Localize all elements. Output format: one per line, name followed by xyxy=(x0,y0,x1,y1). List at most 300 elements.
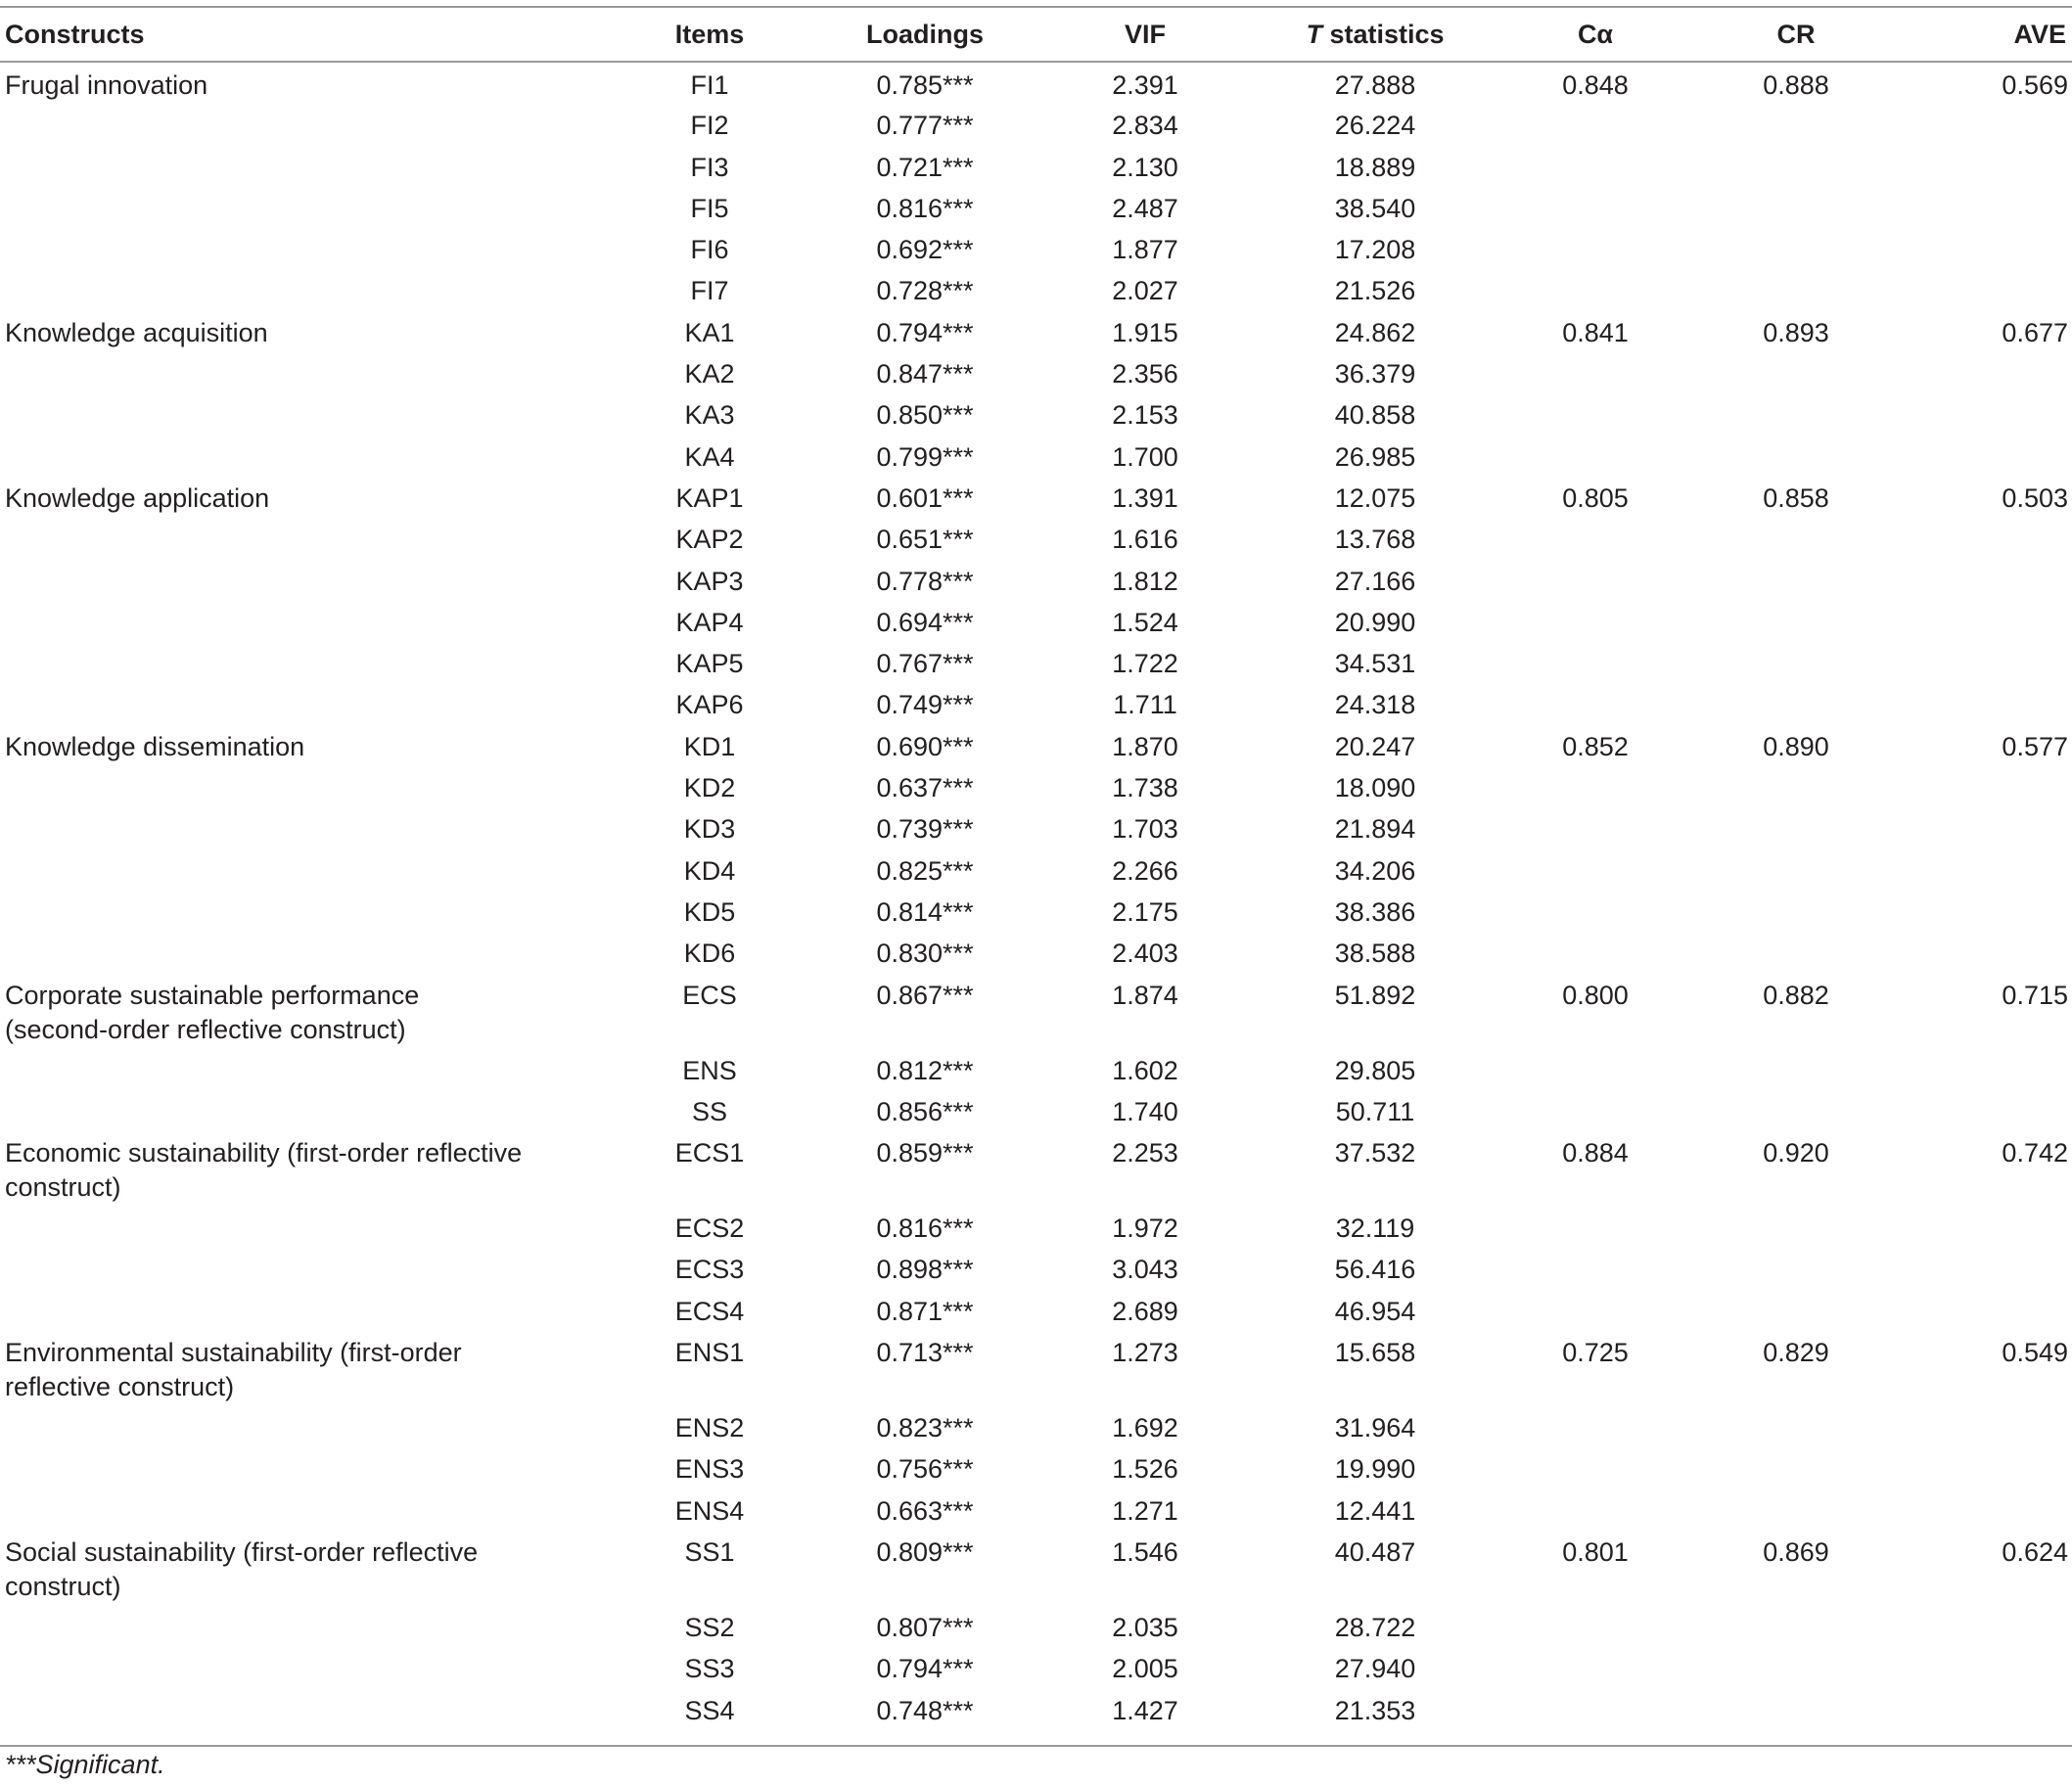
ave-cell xyxy=(1899,1289,2072,1330)
cronbach-alpha-cell xyxy=(1497,1446,1693,1488)
ave-cell xyxy=(1899,806,2072,847)
table-row xyxy=(0,392,2072,434)
construct-cell xyxy=(0,600,607,641)
vif-cell: 1.870 xyxy=(1112,731,1178,761)
t-statistic-cell: 26.224 xyxy=(1334,111,1416,141)
cr-cell: 0.858 xyxy=(1763,482,1829,513)
loading-cell: 0.871*** xyxy=(876,1296,974,1326)
vif-cell: 2.130 xyxy=(1112,152,1178,182)
t-statistic-cell: 15.658 xyxy=(1334,1338,1416,1368)
item-cell: FI6 xyxy=(690,235,729,265)
construct-cell xyxy=(0,268,607,309)
loading-cell: 0.778*** xyxy=(876,566,974,596)
vif-cell: 1.812 xyxy=(1112,566,1178,596)
construct-cell xyxy=(0,682,607,723)
construct-cell xyxy=(0,806,607,847)
ave-cell xyxy=(1899,351,2072,392)
header-constructs: Constructs xyxy=(5,19,145,49)
ave-cell xyxy=(1899,1089,2072,1130)
item-cell: ECS xyxy=(682,980,737,1010)
item-cell: KAP5 xyxy=(675,649,744,679)
item-cell: KD5 xyxy=(683,896,736,927)
cr-cell xyxy=(1693,1405,1899,1446)
table-row xyxy=(0,268,2072,309)
table-row xyxy=(0,1048,2072,1089)
table-row xyxy=(0,848,2072,890)
item-cell: FI2 xyxy=(690,111,729,141)
t-statistic-cell: 26.985 xyxy=(1334,441,1416,472)
vif-cell: 1.740 xyxy=(1112,1096,1178,1126)
table-row xyxy=(0,476,2072,517)
table-row xyxy=(0,641,2072,682)
item-cell: KD6 xyxy=(683,939,736,969)
loading-cell: 0.850*** xyxy=(876,400,974,431)
item-cell: ENS4 xyxy=(674,1495,745,1526)
t-statistic-cell: 31.964 xyxy=(1334,1413,1416,1443)
item-cell: KAP1 xyxy=(675,482,744,513)
cr-cell xyxy=(1693,559,1899,600)
item-cell: KD2 xyxy=(683,773,736,803)
item-cell: KD3 xyxy=(683,814,736,845)
item-cell: ENS3 xyxy=(674,1454,745,1485)
header-cr: CR xyxy=(1776,19,1816,49)
cr-cell xyxy=(1693,1446,1899,1488)
ave-cell xyxy=(1899,1488,2072,1530)
vif-cell: 2.253 xyxy=(1112,1138,1178,1168)
cr-cell xyxy=(1693,600,1899,641)
construct-cell xyxy=(0,848,607,890)
cronbach-alpha-cell xyxy=(1497,145,1693,186)
ave-cell: 0.742 xyxy=(2002,1138,2068,1168)
table-row xyxy=(0,435,2072,476)
measurement-model-table xyxy=(0,6,2072,1729)
table-row xyxy=(0,62,2072,103)
loading-cell: 0.728*** xyxy=(876,276,974,306)
cronbach-alpha-cell: 0.841 xyxy=(1562,317,1629,347)
t-statistic-cell: 34.206 xyxy=(1334,855,1416,886)
cr-cell: 0.890 xyxy=(1763,731,1829,761)
table-row xyxy=(0,890,2072,931)
table-row xyxy=(0,806,2072,847)
cronbach-alpha-cell xyxy=(1497,517,1693,558)
t-statistic-cell: 36.379 xyxy=(1334,359,1416,389)
ave-cell xyxy=(1899,392,2072,434)
ave-cell xyxy=(1899,186,2072,227)
vif-cell: 1.972 xyxy=(1112,1214,1178,1244)
ave-cell xyxy=(1899,1048,2072,1089)
cr-cell: 0.829 xyxy=(1763,1338,1829,1368)
construct-cell: Knowledge dissemination xyxy=(5,731,305,761)
item-cell: ECS2 xyxy=(674,1214,745,1244)
cronbach-alpha-cell xyxy=(1497,392,1693,434)
ave-cell xyxy=(1899,435,2072,476)
cronbach-alpha-cell xyxy=(1497,1048,1693,1089)
vif-cell: 1.738 xyxy=(1112,773,1178,803)
cr-cell xyxy=(1693,1089,1899,1130)
table-body xyxy=(0,62,2072,1729)
cr-cell xyxy=(1693,931,1899,972)
cronbach-alpha-cell xyxy=(1497,931,1693,972)
construct-cell xyxy=(0,765,607,806)
t-statistic-cell: 12.075 xyxy=(1334,482,1416,513)
t-statistic-cell: 46.954 xyxy=(1334,1296,1416,1326)
cronbach-alpha-cell xyxy=(1497,890,1693,931)
loading-cell: 0.816*** xyxy=(876,193,974,223)
loading-cell: 0.748*** xyxy=(876,1695,974,1725)
vif-cell: 1.874 xyxy=(1112,980,1178,1010)
ave-cell xyxy=(1899,103,2072,144)
item-cell: KAP4 xyxy=(675,607,744,637)
item-cell: KAP2 xyxy=(675,525,744,555)
cr-cell: 0.920 xyxy=(1763,1138,1829,1168)
construct-cell xyxy=(0,1289,607,1330)
table-row xyxy=(0,973,2072,1048)
item-cell: KD4 xyxy=(683,855,736,886)
ave-cell xyxy=(1899,682,2072,723)
t-statistic-cell: 50.711 xyxy=(1335,1096,1415,1126)
cr-cell xyxy=(1693,641,1899,682)
cronbach-alpha-cell: 0.800 xyxy=(1562,980,1629,1010)
vif-cell: 2.356 xyxy=(1112,359,1178,389)
header-t-suffix: statistics xyxy=(1321,19,1445,49)
cr-cell xyxy=(1693,145,1899,186)
cronbach-alpha-cell xyxy=(1497,227,1693,268)
construct-cell xyxy=(0,145,607,186)
cronbach-alpha-cell xyxy=(1497,1646,1693,1687)
cronbach-alpha-cell xyxy=(1497,1247,1693,1288)
header-vif: VIF xyxy=(1124,19,1166,49)
cronbach-alpha-cell xyxy=(1497,559,1693,600)
cr-cell xyxy=(1693,351,1899,392)
cronbach-alpha-cell xyxy=(1497,1605,1693,1646)
vif-cell: 1.271 xyxy=(1112,1495,1178,1526)
loading-cell: 0.713*** xyxy=(876,1338,974,1368)
vif-cell: 1.700 xyxy=(1112,441,1178,472)
item-cell: KAP6 xyxy=(675,690,744,720)
ave-cell xyxy=(1899,1646,2072,1687)
cronbach-alpha-cell xyxy=(1497,351,1693,392)
construct-cell xyxy=(0,1247,607,1288)
ave-cell: 0.503 xyxy=(2002,482,2068,513)
cr-cell xyxy=(1693,848,1899,890)
t-statistic-cell: 21.526 xyxy=(1334,276,1416,306)
vif-cell: 2.035 xyxy=(1112,1612,1178,1642)
table-row xyxy=(0,1688,2072,1729)
cronbach-alpha-cell: 0.884 xyxy=(1562,1138,1629,1168)
table-row xyxy=(0,145,2072,186)
table-row xyxy=(0,1247,2072,1288)
vif-cell: 1.703 xyxy=(1112,814,1178,845)
item-cell: ECS4 xyxy=(674,1296,745,1326)
cronbach-alpha-cell xyxy=(1497,435,1693,476)
t-statistic-cell: 13.768 xyxy=(1334,525,1416,555)
loading-cell: 0.694*** xyxy=(876,607,974,637)
vif-cell: 2.027 xyxy=(1112,276,1178,306)
construct-cell xyxy=(0,435,607,476)
item-cell: KA4 xyxy=(684,441,735,472)
loading-cell: 0.767*** xyxy=(876,649,974,679)
loading-cell: 0.825*** xyxy=(876,855,974,886)
cr-cell xyxy=(1693,1488,1899,1530)
cr-cell xyxy=(1693,435,1899,476)
vif-cell: 2.391 xyxy=(1112,70,1178,100)
cr-cell xyxy=(1693,1289,1899,1330)
item-cell: KAP3 xyxy=(675,566,744,596)
construct-cell xyxy=(0,559,607,600)
t-statistic-cell: 37.532 xyxy=(1334,1138,1416,1168)
vif-cell: 1.616 xyxy=(1112,525,1178,555)
vif-cell: 1.524 xyxy=(1112,607,1178,637)
loading-cell: 0.823*** xyxy=(876,1413,974,1443)
ave-cell: 0.549 xyxy=(2002,1338,2068,1368)
construct-cell: Knowledge application xyxy=(5,482,270,513)
construct-cell xyxy=(0,517,607,558)
vif-cell: 1.877 xyxy=(1112,235,1178,265)
vif-cell: 1.391 xyxy=(1112,482,1178,513)
item-cell: ENS xyxy=(682,1055,737,1085)
cronbach-alpha-cell xyxy=(1497,806,1693,847)
construct-cell xyxy=(0,1048,607,1089)
cr-cell xyxy=(1693,682,1899,723)
vif-cell: 3.043 xyxy=(1112,1255,1178,1285)
table-row xyxy=(0,1289,2072,1330)
ave-cell xyxy=(1899,517,2072,558)
item-cell: SS1 xyxy=(684,1536,735,1567)
construct-cell xyxy=(0,1405,607,1446)
t-statistic-cell: 24.318 xyxy=(1334,690,1416,720)
cronbach-alpha-cell xyxy=(1497,848,1693,890)
construct-cell xyxy=(0,103,607,144)
cr-cell xyxy=(1693,517,1899,558)
cr-cell xyxy=(1693,1646,1899,1687)
t-statistic-cell: 51.892 xyxy=(1334,980,1416,1010)
cr-cell xyxy=(1693,1688,1899,1729)
t-statistic-cell: 38.540 xyxy=(1334,193,1416,223)
cronbach-alpha-cell xyxy=(1497,641,1693,682)
bottom-rule xyxy=(0,1745,2072,1747)
table-row xyxy=(0,600,2072,641)
t-statistic-cell: 21.353 xyxy=(1334,1695,1416,1725)
cr-cell xyxy=(1693,1247,1899,1288)
ave-cell xyxy=(1899,1247,2072,1288)
loading-cell: 0.807*** xyxy=(876,1612,974,1642)
table-row xyxy=(0,517,2072,558)
item-cell: FI5 xyxy=(690,193,729,223)
cronbach-alpha-cell xyxy=(1497,103,1693,144)
ave-cell xyxy=(1899,227,2072,268)
item-cell: KA3 xyxy=(684,400,735,431)
ave-cell xyxy=(1899,1446,2072,1488)
cr-cell xyxy=(1693,227,1899,268)
item-cell: ENS1 xyxy=(674,1338,745,1368)
t-statistic-cell: 32.119 xyxy=(1335,1214,1415,1244)
ave-cell xyxy=(1899,1405,2072,1446)
t-statistic-cell: 40.487 xyxy=(1334,1536,1416,1567)
loading-cell: 0.794*** xyxy=(876,1654,974,1684)
t-statistic-cell: 38.588 xyxy=(1334,939,1416,969)
loading-cell: 0.785*** xyxy=(876,70,974,100)
vif-cell: 2.153 xyxy=(1112,400,1178,431)
table-row xyxy=(0,682,2072,723)
cr-cell: 0.888 xyxy=(1763,70,1829,100)
ave-cell xyxy=(1899,641,2072,682)
loading-cell: 0.856*** xyxy=(876,1096,974,1126)
cronbach-alpha-cell xyxy=(1497,1488,1693,1530)
vif-cell: 1.526 xyxy=(1112,1454,1178,1485)
ave-cell: 0.577 xyxy=(2002,731,2068,761)
table-row xyxy=(0,1530,2072,1605)
cronbach-alpha-cell xyxy=(1497,1688,1693,1729)
cronbach-alpha-cell xyxy=(1497,1089,1693,1130)
vif-cell: 2.266 xyxy=(1112,855,1178,886)
construct-cell xyxy=(0,1605,607,1646)
cr-cell: 0.882 xyxy=(1763,980,1829,1010)
vif-cell: 1.602 xyxy=(1112,1055,1178,1085)
construct-cell: Social sustainability (first-order reflective construct) xyxy=(5,1536,479,1601)
table-row xyxy=(0,1206,2072,1247)
t-statistic-cell: 20.990 xyxy=(1334,607,1416,637)
vif-cell: 1.427 xyxy=(1112,1695,1178,1725)
ave-cell xyxy=(1899,848,2072,890)
construct-cell xyxy=(0,931,607,972)
header-t-statistics xyxy=(1253,7,1497,62)
vif-cell: 1.915 xyxy=(1112,317,1178,347)
construct-cell xyxy=(0,351,607,392)
vif-cell: 1.273 xyxy=(1112,1338,1178,1368)
t-statistic-cell: 28.722 xyxy=(1334,1612,1416,1642)
cronbach-alpha-cell: 0.801 xyxy=(1562,1536,1629,1567)
t-statistic-cell: 24.862 xyxy=(1334,317,1416,347)
loading-cell: 0.739*** xyxy=(876,814,974,845)
ave-cell: 0.715 xyxy=(2002,980,2068,1010)
t-statistic-cell: 12.441 xyxy=(1334,1495,1416,1526)
loading-cell: 0.809*** xyxy=(876,1536,974,1567)
item-cell: ECS1 xyxy=(674,1138,745,1168)
header-cronbach-alpha: Cα xyxy=(1577,19,1614,49)
header-t-prefix: T xyxy=(1306,19,1322,49)
construct-cell xyxy=(0,641,607,682)
loading-cell: 0.794*** xyxy=(876,317,974,347)
t-statistic-cell: 18.889 xyxy=(1334,152,1416,182)
construct-cell xyxy=(0,1646,607,1687)
cr-cell xyxy=(1693,765,1899,806)
table-row xyxy=(0,1130,2072,1206)
cronbach-alpha-cell xyxy=(1497,186,1693,227)
loading-cell: 0.799*** xyxy=(876,441,974,472)
item-cell: SS3 xyxy=(684,1654,735,1684)
loading-cell: 0.721*** xyxy=(876,152,974,182)
table-row xyxy=(0,559,2072,600)
t-statistic-cell: 40.858 xyxy=(1334,400,1416,431)
construct-cell xyxy=(0,186,607,227)
ave-cell xyxy=(1899,145,2072,186)
cronbach-alpha-cell xyxy=(1497,268,1693,309)
table-row xyxy=(0,765,2072,806)
ave-cell: 0.677 xyxy=(2002,317,2068,347)
item-cell: FI7 xyxy=(690,276,729,306)
construct-cell xyxy=(0,1688,607,1729)
vif-cell: 1.692 xyxy=(1112,1413,1178,1443)
cr-cell xyxy=(1693,268,1899,309)
loading-cell: 0.859*** xyxy=(876,1138,974,1168)
table-row xyxy=(0,1605,2072,1646)
item-cell: SS4 xyxy=(684,1695,735,1725)
cr-cell xyxy=(1693,186,1899,227)
vif-cell: 1.546 xyxy=(1112,1536,1178,1567)
ave-cell: 0.569 xyxy=(2002,70,2068,100)
cr-cell xyxy=(1693,1206,1899,1247)
cr-cell xyxy=(1693,1048,1899,1089)
t-statistic-cell: 29.805 xyxy=(1334,1055,1416,1085)
ave-cell xyxy=(1899,765,2072,806)
cronbach-alpha-cell xyxy=(1497,1206,1693,1247)
cronbach-alpha-cell: 0.805 xyxy=(1562,482,1629,513)
vif-cell: 2.403 xyxy=(1112,939,1178,969)
construct-cell xyxy=(0,392,607,434)
cronbach-alpha-cell: 0.848 xyxy=(1562,70,1629,100)
cronbach-alpha-cell xyxy=(1497,600,1693,641)
ave-cell xyxy=(1899,559,2072,600)
loading-cell: 0.663*** xyxy=(876,1495,974,1526)
ave-cell xyxy=(1899,890,2072,931)
t-statistic-cell: 27.940 xyxy=(1334,1654,1416,1684)
vif-cell: 2.834 xyxy=(1112,111,1178,141)
loading-cell: 0.637*** xyxy=(876,773,974,803)
header-loadings: Loadings xyxy=(866,19,984,49)
ave-cell xyxy=(1899,931,2072,972)
item-cell: KD1 xyxy=(683,731,736,761)
table-row xyxy=(0,351,2072,392)
t-statistic-cell: 20.247 xyxy=(1334,731,1416,761)
t-statistic-cell: 56.416 xyxy=(1334,1255,1416,1285)
vif-cell: 1.722 xyxy=(1112,649,1178,679)
item-cell: ECS3 xyxy=(674,1255,745,1285)
item-cell: ENS2 xyxy=(674,1413,745,1443)
t-statistic-cell: 19.990 xyxy=(1334,1454,1416,1485)
cr-cell xyxy=(1693,806,1899,847)
cronbach-alpha-cell xyxy=(1497,1289,1693,1330)
construct-cell xyxy=(0,890,607,931)
t-statistic-cell: 27.888 xyxy=(1334,70,1416,100)
table-row xyxy=(0,310,2072,351)
ave-cell xyxy=(1899,1605,2072,1646)
t-statistic-cell: 34.531 xyxy=(1334,649,1416,679)
t-statistic-cell: 27.166 xyxy=(1334,566,1416,596)
cr-cell xyxy=(1693,890,1899,931)
construct-cell xyxy=(0,227,607,268)
t-statistic-cell: 38.386 xyxy=(1334,896,1416,927)
item-cell: FI3 xyxy=(690,152,729,182)
construct-cell xyxy=(0,1089,607,1130)
item-cell: KA2 xyxy=(684,359,735,389)
cronbach-alpha-cell: 0.725 xyxy=(1562,1338,1629,1368)
loading-cell: 0.812*** xyxy=(876,1055,974,1085)
loading-cell: 0.692*** xyxy=(876,235,974,265)
table-row xyxy=(0,186,2072,227)
item-cell: KA1 xyxy=(684,317,735,347)
loading-cell: 0.816*** xyxy=(876,1214,974,1244)
cronbach-alpha-cell xyxy=(1497,765,1693,806)
construct-cell xyxy=(0,1206,607,1247)
loading-cell: 0.847*** xyxy=(876,359,974,389)
ave-cell xyxy=(1899,1688,2072,1729)
table-row xyxy=(0,1646,2072,1687)
ave-cell xyxy=(1899,268,2072,309)
header-items: Items xyxy=(674,19,745,49)
loading-cell: 0.898*** xyxy=(876,1255,974,1285)
vif-cell: 2.005 xyxy=(1112,1654,1178,1684)
cronbach-alpha-cell xyxy=(1497,1405,1693,1446)
